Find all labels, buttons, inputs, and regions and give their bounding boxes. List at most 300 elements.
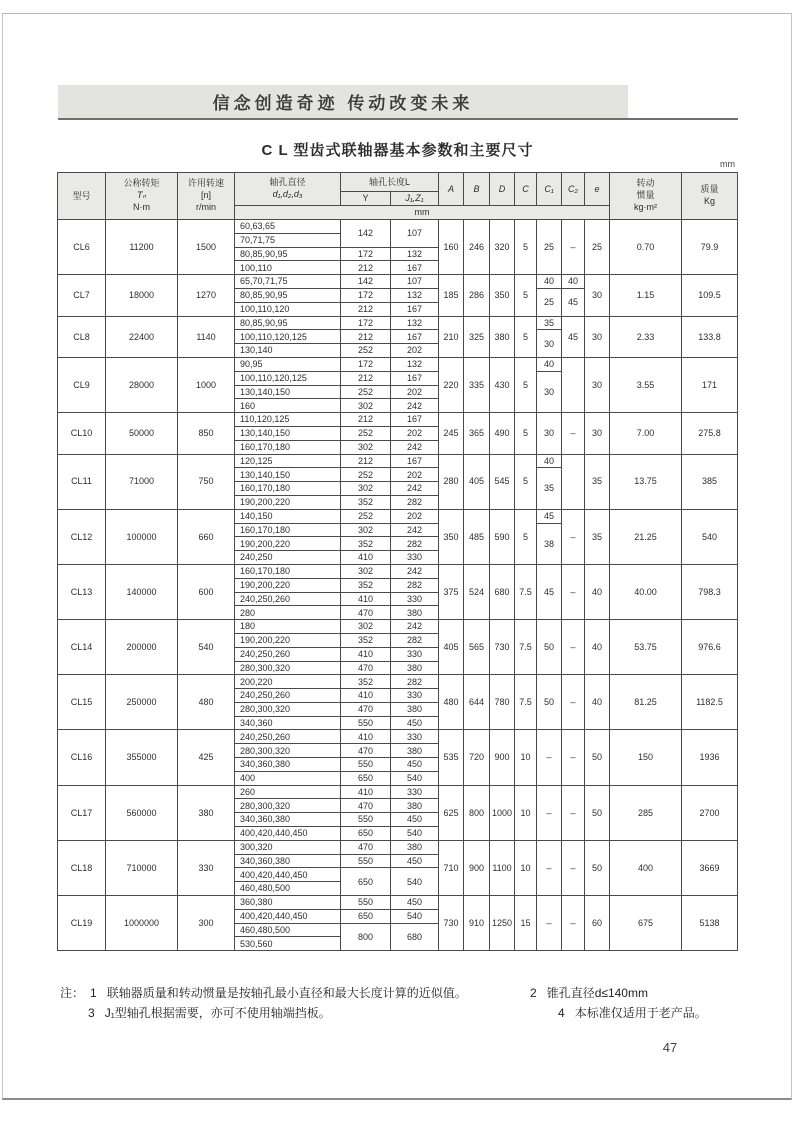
y-cell: 212 bbox=[341, 454, 391, 468]
a-cell: 405 bbox=[439, 620, 464, 675]
a-cell: 210 bbox=[439, 316, 464, 357]
speed-cell: 850 bbox=[178, 413, 235, 454]
note-2 bbox=[530, 983, 738, 1003]
c1-cell: 50 bbox=[537, 620, 562, 675]
y-cell: 172 bbox=[341, 288, 391, 302]
jz-cell: 330 bbox=[391, 785, 439, 799]
y-cell: 352 bbox=[341, 537, 391, 551]
y-cell: 470 bbox=[341, 799, 391, 813]
note-3-num: 3 bbox=[88, 1006, 95, 1021]
table-row bbox=[58, 316, 738, 330]
note-1-num: 1 bbox=[90, 986, 97, 1000]
note-line-2 bbox=[60, 1003, 738, 1023]
e-cell: 50 bbox=[585, 785, 610, 840]
y-cell: 252 bbox=[341, 385, 391, 399]
speed-cell: 660 bbox=[178, 509, 235, 564]
c1-cell: 35 bbox=[537, 468, 562, 509]
jz-cell: 540 bbox=[391, 868, 439, 896]
table-row bbox=[58, 220, 738, 234]
bores-cell: 100,110,120,125 bbox=[235, 330, 341, 344]
mass-cell: 540 bbox=[682, 509, 738, 564]
bores-cell: 460,480,500 bbox=[235, 882, 341, 896]
jz-cell: 330 bbox=[391, 730, 439, 744]
y-cell: 352 bbox=[341, 578, 391, 592]
d-cell: 680 bbox=[490, 564, 515, 619]
bores-cell: 100,110,120 bbox=[235, 302, 341, 316]
d-cell: 900 bbox=[490, 730, 515, 785]
a-cell: 350 bbox=[439, 509, 464, 564]
model-cell: CL12 bbox=[58, 509, 106, 564]
d-cell: 490 bbox=[490, 413, 515, 454]
c1-cell: 30 bbox=[537, 413, 562, 454]
torque-cell: 710000 bbox=[106, 840, 178, 895]
y-cell: 550 bbox=[341, 813, 391, 827]
y-cell: 212 bbox=[341, 302, 391, 316]
bores-cell: 160,170,180 bbox=[235, 523, 341, 537]
jz-cell: 202 bbox=[391, 509, 439, 523]
bores-cell: 240,250 bbox=[235, 551, 341, 565]
table-row bbox=[58, 730, 738, 744]
c1-cell: 30 bbox=[537, 330, 562, 358]
c2-cell: – bbox=[562, 730, 585, 785]
col-dim-D: D bbox=[490, 173, 515, 206]
mass-cell: 385 bbox=[682, 454, 738, 509]
c2-cell: – bbox=[562, 785, 585, 840]
a-cell: 710 bbox=[439, 840, 464, 895]
c2-cell: – bbox=[562, 509, 585, 564]
speed-cell: 540 bbox=[178, 620, 235, 675]
a-cell: 375 bbox=[439, 564, 464, 619]
mass-cell: 798.3 bbox=[682, 564, 738, 619]
y-cell: 352 bbox=[341, 633, 391, 647]
bores-cell: 130,140 bbox=[235, 344, 341, 358]
col-torque: 公称转矩 Tₙ N·m bbox=[106, 173, 178, 220]
bores-cell: 400 bbox=[235, 771, 341, 785]
b-cell: 405 bbox=[464, 454, 490, 509]
d-cell: 780 bbox=[490, 675, 515, 730]
table-row bbox=[58, 564, 738, 578]
c-cell: 5 bbox=[515, 413, 537, 454]
bores-cell: 200,220 bbox=[235, 675, 341, 689]
y-cell: 470 bbox=[341, 702, 391, 716]
y-cell: 650 bbox=[341, 909, 391, 923]
e-cell: 30 bbox=[585, 357, 610, 412]
jz-cell: 380 bbox=[391, 702, 439, 716]
bores-cell: 400,420,440,450 bbox=[235, 827, 341, 841]
c2-cell: – bbox=[562, 620, 585, 675]
c2-cell: – bbox=[562, 564, 585, 619]
c1-cell: 50 bbox=[537, 675, 562, 730]
c1-cell: 35 bbox=[537, 316, 562, 330]
a-cell: 480 bbox=[439, 675, 464, 730]
c1-cell: – bbox=[537, 785, 562, 840]
y-cell: 142 bbox=[341, 275, 391, 289]
c1-cell: – bbox=[537, 840, 562, 895]
inertia-cell: 400 bbox=[610, 840, 682, 895]
c2-cell: 45 bbox=[562, 316, 585, 357]
d-cell: 730 bbox=[490, 620, 515, 675]
y-cell: 800 bbox=[341, 923, 391, 951]
y-cell: 410 bbox=[341, 647, 391, 661]
model-cell: CL19 bbox=[58, 896, 106, 951]
jz-cell: 167 bbox=[391, 371, 439, 385]
c1-cell: 45 bbox=[537, 564, 562, 619]
torque-cell: 200000 bbox=[106, 620, 178, 675]
y-cell: 550 bbox=[341, 896, 391, 910]
e-cell: 40 bbox=[585, 564, 610, 619]
b-cell: 365 bbox=[464, 413, 490, 454]
note-4-text: 本标准仅适用于老产品。 bbox=[574, 1006, 707, 1021]
e-cell: 35 bbox=[585, 454, 610, 509]
banner-underline bbox=[58, 118, 738, 120]
y-cell: 212 bbox=[341, 330, 391, 344]
jz-cell: 202 bbox=[391, 426, 439, 440]
model-cell: CL16 bbox=[58, 730, 106, 785]
c-cell: 5 bbox=[515, 220, 537, 275]
bores-cell: 300,320 bbox=[235, 840, 341, 854]
torque-cell: 560000 bbox=[106, 785, 178, 840]
e-cell: 60 bbox=[585, 896, 610, 951]
jz-cell: 380 bbox=[391, 799, 439, 813]
bores-cell: 80,85,90,95 bbox=[235, 288, 341, 302]
bores-cell: 130,140,150 bbox=[235, 385, 341, 399]
d-cell: 430 bbox=[490, 357, 515, 412]
jz-cell: 132 bbox=[391, 316, 439, 330]
a-cell: 280 bbox=[439, 454, 464, 509]
table-row bbox=[58, 454, 738, 468]
bores-cell: 70,71,75 bbox=[235, 233, 341, 247]
c1-cell: – bbox=[537, 896, 562, 951]
note-4 bbox=[558, 1003, 738, 1023]
d-cell: 545 bbox=[490, 454, 515, 509]
bores-cell: 130,140,150 bbox=[235, 426, 341, 440]
col-inertia: 转动 惯量 kg·m² bbox=[610, 173, 682, 220]
bores-cell: 190,200,220 bbox=[235, 578, 341, 592]
b-cell: 524 bbox=[464, 564, 490, 619]
c2-cell bbox=[562, 357, 585, 412]
col-dim-A: A bbox=[439, 173, 464, 206]
y-cell: 252 bbox=[341, 509, 391, 523]
col-mass: 质量 Kg bbox=[682, 173, 738, 220]
a-cell: 160 bbox=[439, 220, 464, 275]
model-cell: CL14 bbox=[58, 620, 106, 675]
jz-cell: 330 bbox=[391, 647, 439, 661]
c-cell: 10 bbox=[515, 785, 537, 840]
y-cell: 172 bbox=[341, 357, 391, 371]
speed-cell: 1140 bbox=[178, 316, 235, 357]
torque-cell: 1000000 bbox=[106, 896, 178, 951]
c1-cell: 38 bbox=[537, 523, 562, 564]
bores-cell: 280 bbox=[235, 606, 341, 620]
model-cell: CL6 bbox=[58, 220, 106, 275]
speed-cell: 1000 bbox=[178, 357, 235, 412]
bores-cell: 100,110 bbox=[235, 261, 341, 275]
torque-cell: 50000 bbox=[106, 413, 178, 454]
b-cell: 485 bbox=[464, 509, 490, 564]
jz-cell: 450 bbox=[391, 896, 439, 910]
table-row bbox=[58, 357, 738, 371]
b-cell: 565 bbox=[464, 620, 490, 675]
a-cell: 220 bbox=[439, 357, 464, 412]
model-cell: CL11 bbox=[58, 454, 106, 509]
jz-cell: 167 bbox=[391, 454, 439, 468]
col-dim-B: B bbox=[464, 173, 490, 206]
bores-cell: 160 bbox=[235, 399, 341, 413]
table-title: C L 型齿式联轴器基本参数和主要尺寸 bbox=[261, 142, 534, 159]
torque-cell: 355000 bbox=[106, 730, 178, 785]
c-cell: 5 bbox=[515, 275, 537, 316]
y-cell: 302 bbox=[341, 399, 391, 413]
mass-cell: 171 bbox=[682, 357, 738, 412]
y-cell: 172 bbox=[341, 247, 391, 261]
bores-cell: 120,125 bbox=[235, 454, 341, 468]
speed-cell: 480 bbox=[178, 675, 235, 730]
jz-cell: 282 bbox=[391, 537, 439, 551]
jz-cell: 242 bbox=[391, 399, 439, 413]
jz-cell: 132 bbox=[391, 357, 439, 371]
c2-cell: 40 bbox=[562, 275, 585, 289]
bores-cell: 160,170,180 bbox=[235, 564, 341, 578]
note-1-text: 联轴器质量和转动惯量是按轴孔最小直径和最大长度计算的近似值。 bbox=[106, 986, 467, 1000]
table-row bbox=[58, 275, 738, 289]
jz-cell: 242 bbox=[391, 440, 439, 454]
a-cell: 730 bbox=[439, 896, 464, 951]
bores-cell: 280,300,320 bbox=[235, 744, 341, 758]
e-cell: 30 bbox=[585, 316, 610, 357]
bores-cell: 400,420,440,450 bbox=[235, 868, 341, 882]
mass-cell: 1182.5 bbox=[682, 675, 738, 730]
bores-cell: 190,200,220 bbox=[235, 537, 341, 551]
model-cell: CL10 bbox=[58, 413, 106, 454]
note-4-num: 4 bbox=[558, 1006, 565, 1021]
inertia-cell: 3.55 bbox=[610, 357, 682, 412]
table-row bbox=[58, 675, 738, 689]
jz-cell: 680 bbox=[391, 923, 439, 951]
jz-cell: 167 bbox=[391, 330, 439, 344]
c-cell: 7.5 bbox=[515, 564, 537, 619]
inertia-cell: 13.75 bbox=[610, 454, 682, 509]
a-cell: 185 bbox=[439, 275, 464, 316]
c-cell: 10 bbox=[515, 730, 537, 785]
c-cell: 5 bbox=[515, 509, 537, 564]
d-cell: 1100 bbox=[490, 840, 515, 895]
y-cell: 470 bbox=[341, 744, 391, 758]
jz-cell: 107 bbox=[391, 275, 439, 289]
slogan-banner bbox=[58, 85, 628, 118]
jz-cell: 380 bbox=[391, 661, 439, 675]
mass-cell: 5138 bbox=[682, 896, 738, 951]
jz-cell: 242 bbox=[391, 523, 439, 537]
jz-cell: 450 bbox=[391, 758, 439, 772]
inertia-cell: 7.00 bbox=[610, 413, 682, 454]
bores-cell: 140,150 bbox=[235, 509, 341, 523]
page-number: 47 bbox=[662, 1040, 678, 1055]
jz-cell: 242 bbox=[391, 564, 439, 578]
col-dim-e: e bbox=[585, 173, 610, 206]
speed-cell: 425 bbox=[178, 730, 235, 785]
bores-cell: 240,250,260 bbox=[235, 689, 341, 703]
inertia-cell: 53.75 bbox=[610, 620, 682, 675]
note-line-1 bbox=[60, 983, 738, 1003]
bores-cell: 240,250,260 bbox=[235, 647, 341, 661]
y-cell: 252 bbox=[341, 468, 391, 482]
bores-cell: 80,85,90,95 bbox=[235, 247, 341, 261]
a-cell: 245 bbox=[439, 413, 464, 454]
b-cell: 720 bbox=[464, 730, 490, 785]
col-y: Y bbox=[341, 192, 391, 206]
c1-cell: 30 bbox=[537, 371, 562, 412]
b-cell: 800 bbox=[464, 785, 490, 840]
torque-cell: 250000 bbox=[106, 675, 178, 730]
y-cell: 410 bbox=[341, 689, 391, 703]
jz-cell: 132 bbox=[391, 247, 439, 261]
y-cell: 410 bbox=[341, 785, 391, 799]
table-row bbox=[58, 840, 738, 854]
bores-cell: 280,300,320 bbox=[235, 799, 341, 813]
b-cell: 286 bbox=[464, 275, 490, 316]
bores-cell: 80,85,90,95 bbox=[235, 316, 341, 330]
c2-cell: – bbox=[562, 675, 585, 730]
mass-cell: 1936 bbox=[682, 730, 738, 785]
y-cell: 212 bbox=[341, 371, 391, 385]
b-cell: 325 bbox=[464, 316, 490, 357]
c2-cell: – bbox=[562, 413, 585, 454]
y-cell: 410 bbox=[341, 551, 391, 565]
unit-label: mm bbox=[720, 159, 735, 169]
c-cell: 15 bbox=[515, 896, 537, 951]
bores-cell: 65,70,71,75 bbox=[235, 275, 341, 289]
jz-cell: 167 bbox=[391, 261, 439, 275]
y-cell: 410 bbox=[341, 730, 391, 744]
jz-cell: 450 bbox=[391, 854, 439, 868]
bores-cell: 240,250,260 bbox=[235, 730, 341, 744]
e-cell: 40 bbox=[585, 620, 610, 675]
bores-cell: 90,95 bbox=[235, 357, 341, 371]
bores-cell: 280,300,320 bbox=[235, 702, 341, 716]
torque-cell: 18000 bbox=[106, 275, 178, 316]
inertia-cell: 2.33 bbox=[610, 316, 682, 357]
y-cell: 212 bbox=[341, 413, 391, 427]
speed-cell: 750 bbox=[178, 454, 235, 509]
speed-cell: 1270 bbox=[178, 275, 235, 316]
jz-cell: 167 bbox=[391, 413, 439, 427]
bores-cell: 240,250,260 bbox=[235, 592, 341, 606]
torque-cell: 11200 bbox=[106, 220, 178, 275]
y-cell: 302 bbox=[341, 482, 391, 496]
jz-cell: 330 bbox=[391, 592, 439, 606]
c1-cell: 40 bbox=[537, 275, 562, 289]
coupling-table bbox=[57, 172, 738, 951]
jz-cell: 540 bbox=[391, 771, 439, 785]
y-cell: 302 bbox=[341, 440, 391, 454]
bores-cell: 340,360,380 bbox=[235, 813, 341, 827]
y-cell: 650 bbox=[341, 771, 391, 785]
d-cell: 590 bbox=[490, 509, 515, 564]
note-3-text: J₁型轴孔根据需要，亦可不使用轴端挡板。 bbox=[104, 1006, 331, 1021]
d-cell: 350 bbox=[490, 275, 515, 316]
inertia-cell: 150 bbox=[610, 730, 682, 785]
jz-cell: 450 bbox=[391, 813, 439, 827]
table-row bbox=[58, 785, 738, 799]
y-cell: 142 bbox=[341, 220, 391, 248]
inertia-cell: 1.15 bbox=[610, 275, 682, 316]
b-cell: 644 bbox=[464, 675, 490, 730]
a-cell: 535 bbox=[439, 730, 464, 785]
notes bbox=[60, 983, 738, 1024]
speed-cell: 600 bbox=[178, 564, 235, 619]
mass-cell: 133.8 bbox=[682, 316, 738, 357]
e-cell: 25 bbox=[585, 220, 610, 275]
c2-cell: – bbox=[562, 896, 585, 951]
y-cell: 302 bbox=[341, 523, 391, 537]
col-dim-C₁: C₁ bbox=[537, 173, 562, 206]
mass-cell: 2700 bbox=[682, 785, 738, 840]
jz-cell: 202 bbox=[391, 468, 439, 482]
y-cell: 550 bbox=[341, 716, 391, 730]
bores-cell: 280,300,320 bbox=[235, 661, 341, 675]
speed-cell: 380 bbox=[178, 785, 235, 840]
e-cell: 40 bbox=[585, 675, 610, 730]
c1-cell: 25 bbox=[537, 220, 562, 275]
e-cell: 30 bbox=[585, 413, 610, 454]
inertia-cell: 81.25 bbox=[610, 675, 682, 730]
model-cell: CL7 bbox=[58, 275, 106, 316]
jz-cell: 282 bbox=[391, 495, 439, 509]
c1-cell: 40 bbox=[537, 454, 562, 468]
c2-cell: – bbox=[562, 220, 585, 275]
model-cell: CL8 bbox=[58, 316, 106, 357]
y-cell: 302 bbox=[341, 620, 391, 634]
c-cell: 7.5 bbox=[515, 620, 537, 675]
bores-cell: 360,380 bbox=[235, 896, 341, 910]
d-cell: 1000 bbox=[490, 785, 515, 840]
bores-cell: 340,360,380 bbox=[235, 854, 341, 868]
mass-cell: 109.5 bbox=[682, 275, 738, 316]
bores-cell: 260 bbox=[235, 785, 341, 799]
bores-cell: 190,200,220 bbox=[235, 495, 341, 509]
note-1 bbox=[60, 983, 530, 1003]
c-cell: 7.5 bbox=[515, 675, 537, 730]
table-row bbox=[58, 620, 738, 634]
note-2-text: 锥孔直径d≤140mm bbox=[546, 986, 648, 1000]
inertia-cell: 21.25 bbox=[610, 509, 682, 564]
jz-cell: 380 bbox=[391, 744, 439, 758]
inertia-cell: 285 bbox=[610, 785, 682, 840]
model-cell: CL13 bbox=[58, 564, 106, 619]
bores-cell: 130,140,150 bbox=[235, 468, 341, 482]
jz-cell: 380 bbox=[391, 840, 439, 854]
bores-cell: 340,360 bbox=[235, 716, 341, 730]
b-cell: 900 bbox=[464, 840, 490, 895]
y-cell: 470 bbox=[341, 606, 391, 620]
c-cell: 5 bbox=[515, 316, 537, 357]
jz-cell: 450 bbox=[391, 716, 439, 730]
y-cell: 252 bbox=[341, 426, 391, 440]
slogan-text: 信念创造奇迹 传动改变未来 bbox=[212, 94, 474, 113]
b-cell: 335 bbox=[464, 357, 490, 412]
e-cell: 50 bbox=[585, 730, 610, 785]
coupling-table-wrap bbox=[57, 172, 738, 951]
mass-cell: 275.8 bbox=[682, 413, 738, 454]
y-cell: 302 bbox=[341, 564, 391, 578]
torque-cell: 28000 bbox=[106, 357, 178, 412]
bores-cell: 110,120,125 bbox=[235, 413, 341, 427]
speed-cell: 1500 bbox=[178, 220, 235, 275]
y-cell: 172 bbox=[341, 316, 391, 330]
jz-cell: 380 bbox=[391, 606, 439, 620]
c1-cell: – bbox=[537, 730, 562, 785]
c-cell: 5 bbox=[515, 454, 537, 509]
